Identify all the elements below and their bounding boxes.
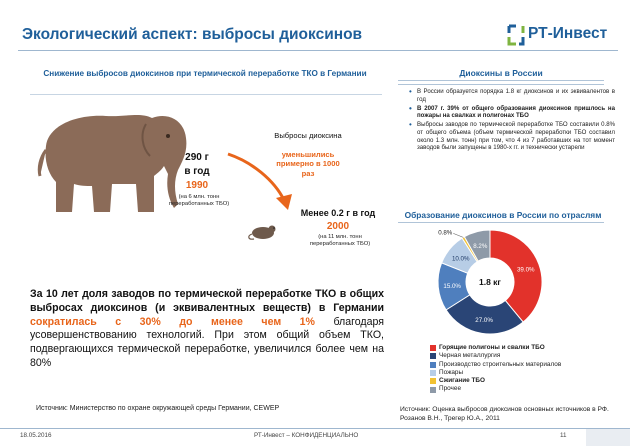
left-subtitle: Снижение выбросов диоксинов при термической переработке ТКО в Германии xyxy=(43,69,367,78)
panel-divider-bottom xyxy=(398,84,604,85)
emission-2000-amount: Менее 0.2 г в год xyxy=(300,208,376,218)
panel-divider-top xyxy=(398,80,604,81)
slice-data-label: 10.0% xyxy=(451,255,470,263)
russia-facts-list xyxy=(408,88,615,153)
legend-swatch xyxy=(430,378,436,384)
russia-panel-title: Диоксины в России xyxy=(459,68,543,78)
left-source: Источник: Министерство по охране окружающей среды Германии, CEWEP xyxy=(36,405,280,412)
list-item: • Выбросы заводов по термической переработке ТБО составили 0.8% от общего объема (объем термической переработки ТБО составил около 1.3 млн. тонн) при том, что 4 из 7 работавших на тот момент заводов были запущены в 1980-х гг. и технически устарели xyxy=(417,121,615,151)
summary-paragraph xyxy=(30,288,384,371)
dioxin-donut-chart xyxy=(420,226,560,342)
slide-title: Экологический аспект: выбросы диоксинов xyxy=(22,26,363,43)
legend-label: Черная металлургия xyxy=(439,352,501,360)
footer-page-number: 11 xyxy=(560,432,567,439)
arrow-caption: Выбросы диоксина xyxy=(274,131,342,140)
emission-1990-amount: 290 г xyxy=(185,152,209,163)
legend-label: Горящие полигоны и свалки ТБО xyxy=(439,344,545,351)
footer-confidential: РТ-Инвест – КОНФИДЕНЦИАЛЬНО xyxy=(254,432,359,439)
header-divider xyxy=(18,50,618,51)
legend-item xyxy=(430,344,620,352)
summary-text-lead: За 10 лет доля заводов по термической переработке ТКО в общих выбросах диоксинов (и эквивалентных веществ) в Германии xyxy=(30,288,384,314)
chart-title: Образование диоксинов в России по отраслям xyxy=(404,210,602,220)
footer-divider xyxy=(0,428,630,429)
slice-data-label: 0.8% xyxy=(438,229,453,237)
legend-label: Пожары xyxy=(439,368,464,376)
emission-2000-year: 2000 xyxy=(326,221,350,232)
company-logo xyxy=(506,22,618,48)
legend-swatch xyxy=(430,362,436,368)
legend-swatch xyxy=(430,387,436,393)
emission-2000-note: (на 11 млн. тонн переработанных ТБО) xyxy=(309,234,371,247)
legend-swatch xyxy=(430,345,436,351)
chart-legend xyxy=(430,344,620,394)
legend-item xyxy=(430,352,620,360)
slice-data-label: 27.0% xyxy=(475,317,493,325)
arrow-caption-highlight: уменьшились примерно в 1000 раз xyxy=(276,150,340,178)
chart-title-divider xyxy=(398,222,604,223)
footer-corner-block xyxy=(586,429,630,446)
mouse-icon xyxy=(246,220,286,242)
summary-text-tail: благодаря усовершенствованию технологий. При этом общий объем ТКО, подвергающихся термической переработке, увеличился более чем на 80% xyxy=(30,315,384,369)
list-item: • В России образуется порядка 1.8 кг диоксинов и их эквивалентов в год xyxy=(417,88,615,103)
legend-item xyxy=(430,377,620,385)
legend-label: Прочее xyxy=(439,385,461,393)
legend-swatch xyxy=(430,370,436,376)
legend-label: Производство строительных материалов xyxy=(439,360,562,368)
right-source: Источник: Оценка выбросов диоксинов основных источников в РФ. Розанов В.Н., Трегер Ю.А., 2011 xyxy=(400,406,609,422)
list-item: • В 2007 г. 39% от общего образования диоксинов пришлось на пожары на свалках и полигонах ТБО xyxy=(417,105,615,120)
summary-text-highlight: сократилась с 30% до менее чем 1% xyxy=(30,315,315,328)
legend-item xyxy=(430,361,620,369)
slice-data-label: 39.0% xyxy=(516,266,535,274)
leader-line xyxy=(453,233,463,237)
emission-1990-note: (на 6 млн. тонн переработанных ТБО) xyxy=(168,194,230,207)
legend-item xyxy=(430,385,620,393)
logo-mark-icon xyxy=(506,23,526,47)
logo-text: РТ-Инвест xyxy=(528,25,608,42)
legend-swatch xyxy=(430,353,436,359)
footer-date: 18.05.2016 xyxy=(20,432,52,439)
slice-data-label: 8.2% xyxy=(473,242,488,250)
legend-item xyxy=(430,369,620,377)
emission-1990-per: в год xyxy=(184,166,210,177)
donut-center-label: 1.8 кг xyxy=(479,277,501,287)
slice-data-label: 15.0% xyxy=(443,283,461,291)
subtitle-divider xyxy=(30,94,382,95)
emission-1990-year: 1990 xyxy=(185,180,209,191)
legend-label: Сжигание ТБО xyxy=(439,377,485,385)
